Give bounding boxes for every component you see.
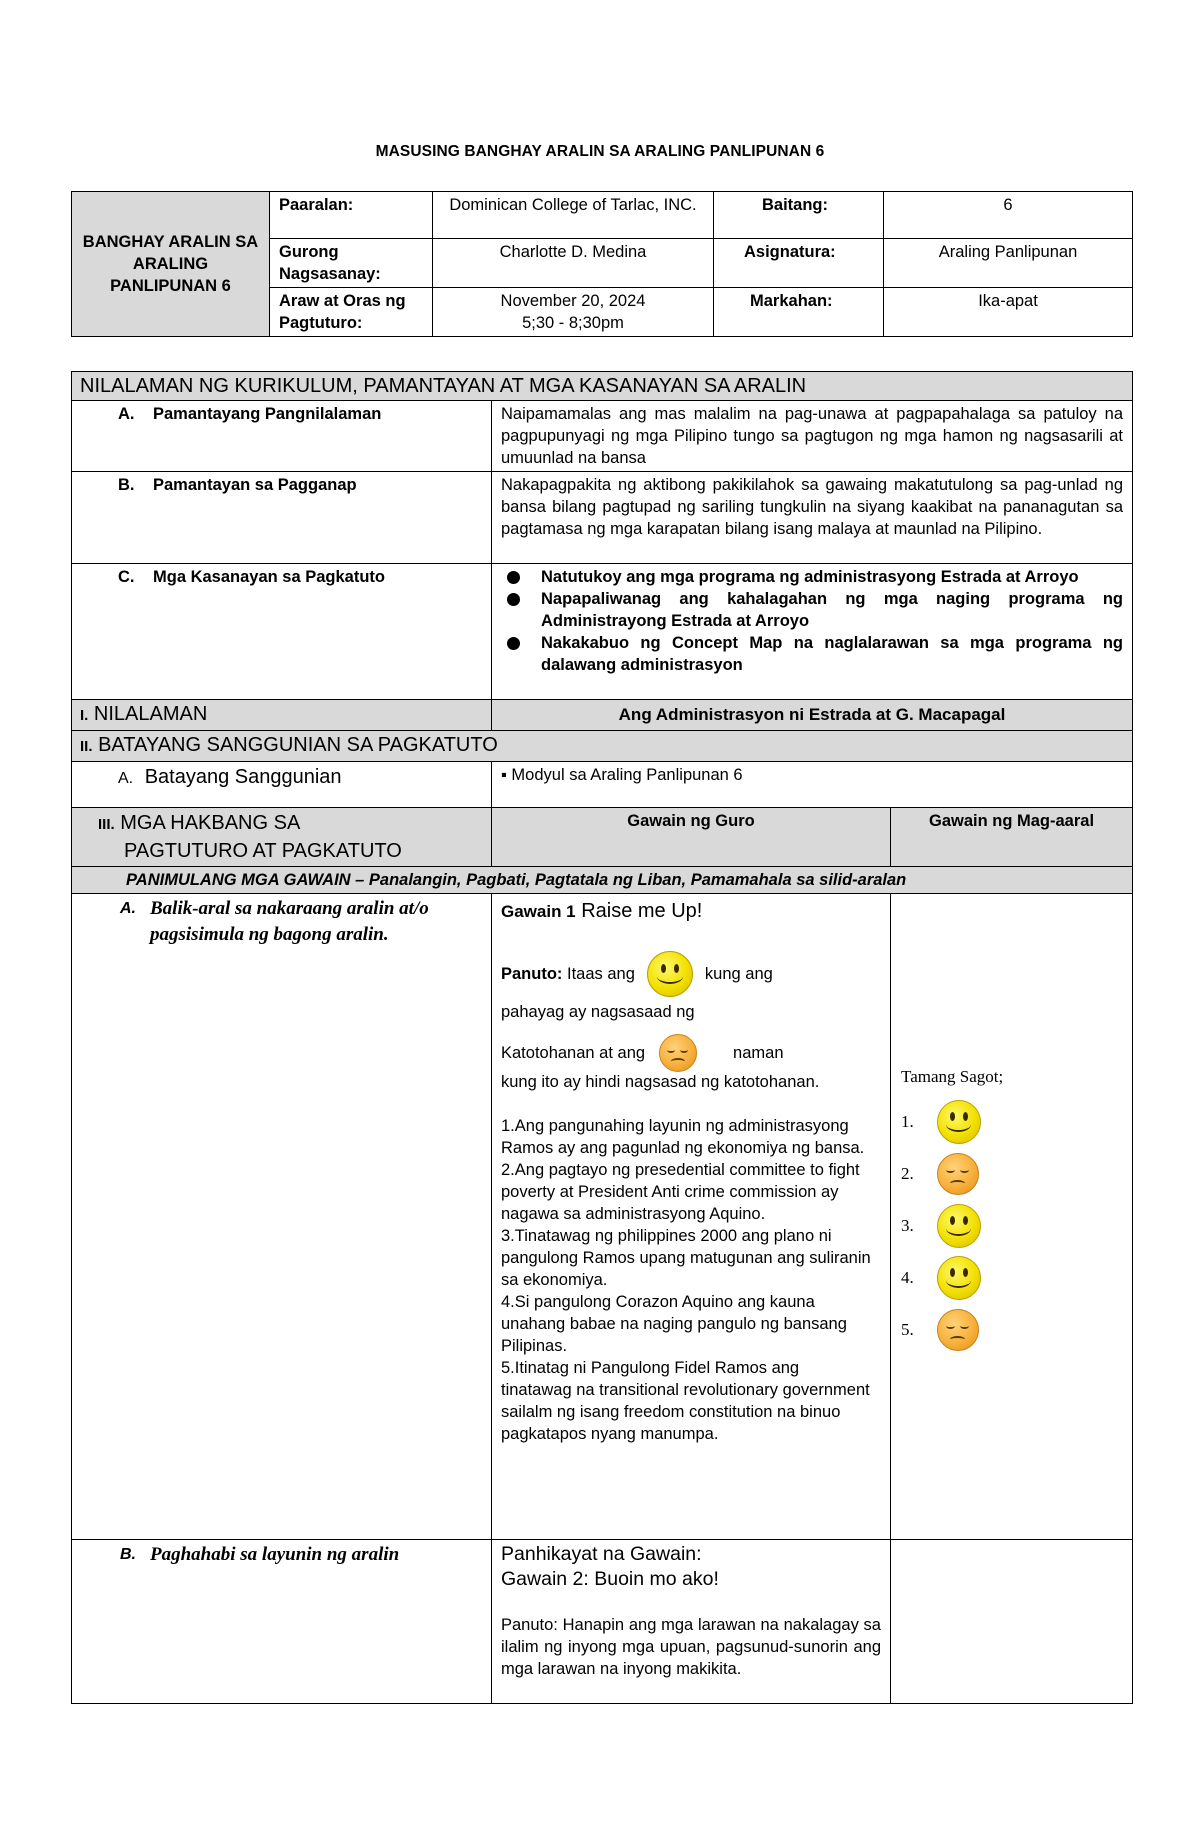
panimulang-gawain: PANIMULANG MGA GAWAIN – Panalangin, Pagbati, Pagtatala ng Liban, Pamamahala sa silid-aralan [72, 867, 1133, 894]
araw-label: Araw at Oras ng Pagtuturo: [270, 288, 433, 337]
section-b-label: Pamantayan sa Pagganap [153, 476, 357, 494]
kasanayan-bullet [501, 632, 1123, 676]
answer-item [901, 1304, 1123, 1356]
smiley-happy-icon [937, 1204, 981, 1248]
col-gawain-magaaral: Gawain ng Mag-aaral [891, 808, 1133, 867]
batayang-label: BATAYANG SANGGUNIAN SA PAGKATUTO [98, 734, 498, 756]
hakbang-line2: PAGTUTURO AT PAGKATUTO [124, 840, 402, 862]
panuto-text: pahayag ay nagsasaad ng [501, 1003, 695, 1021]
bullet-dot-icon [507, 637, 520, 650]
baitang-label: Baitang: [714, 192, 884, 239]
gawain-2-heading: Panhikayat na Gawain: [501, 1543, 702, 1565]
panuto-text: naman [733, 1044, 784, 1062]
markahan-label: Markahan: [714, 288, 884, 337]
kasanayan-bullet [501, 588, 1123, 632]
answer-number: 3. [901, 1216, 914, 1235]
panuto-line-1 [501, 951, 881, 997]
col-gawain-guro: Gawain ng Guro [492, 808, 891, 867]
smiley-sad-icon [659, 1034, 697, 1072]
panuto-label: Panuto: [501, 965, 563, 983]
kasanayan-list [492, 564, 1133, 700]
list-item: 4.Si pangulong Corazon Aquino ang kauna unahang babae na naging pangulo ng bansang Pilipinas. [501, 1293, 847, 1355]
bullet-text: Nakakabuo ng Concept Map na naglalarawan sa mga programa ng dalawang administrasyon [541, 634, 1124, 674]
nilalaman-row-label [72, 700, 492, 731]
bullet-dot-icon [507, 593, 520, 606]
answer-list [901, 1096, 1123, 1356]
tamang-sagot-cell [891, 894, 1133, 1540]
araw-date: November 20, 2024 [500, 292, 646, 310]
lesson-plan-label: BANGHAY ARALIN SA ARALING PANLIPUNAN 6 [72, 192, 270, 337]
bullet-dot-icon [507, 571, 520, 584]
gawain-1-items [501, 1115, 871, 1445]
answer-number: 2. [901, 1164, 914, 1183]
panuto-text: kung ang [704, 965, 773, 983]
answer-item [901, 1148, 1123, 1200]
answer-item [901, 1200, 1123, 1252]
hakbang-line1: MGA HAKBANG SA [120, 812, 301, 834]
list-item: 3.Tinatawag ng philippines 2000 ang plano ni pangulong Ramos upang matugunan ang suliranin sa ekonomiya. [501, 1227, 871, 1289]
pamantayang-pangnilalaman-text: Naipamamalas ang mas malalim na pag-unawa at pagpapahalaga sa patuloy na pagpupunyagi ng mga Pilipino tungo sa pagtugon ng mga hamon ng nagsasarili at umuunlad na bansa [492, 401, 1133, 472]
lesson-table [71, 371, 1133, 1704]
asignatura-label: Asignatura: [714, 239, 884, 288]
panuto-line-2 [501, 1035, 881, 1071]
paaralan-label: Paaralan: [270, 192, 433, 239]
pamantayan-pagganap-label [72, 472, 492, 564]
section-a-letter: A. [118, 405, 135, 423]
paghahabi-text: Paghahabi sa layunin ng aralin [150, 1544, 400, 1565]
sub-letter: A. [118, 770, 134, 787]
gawain-1-prefix: Gawain 1 [501, 902, 576, 921]
gurong-value: Charlotte D. Medina [433, 239, 714, 288]
list-item: 2.Ang pagtayo ng presedential committee to fight poverty at President Anti crime commission ay nagawa sa administrasyong Aquino. [501, 1161, 860, 1223]
batayang-sanggunian-value: ▪ Modyul sa Araling Panlipunan 6 [492, 762, 1133, 808]
bullet-text: Napapaliwanag ang kahalagahan ng mga naging programa ng Administrayong Estrada at Arroyo [541, 590, 1124, 630]
nilalaman-value: Ang Administrasyon ni Estrada at G. Macapagal [492, 700, 1133, 731]
panuto-text: Katotohanan at ang [501, 1044, 646, 1062]
smiley-sad-icon [937, 1309, 979, 1351]
gawain-2-title: Gawain 2: Buoin mo ako! [501, 1568, 719, 1590]
balik-aral-letter: A. [120, 900, 136, 917]
balik-aral-label [72, 894, 492, 1540]
baitang-value: 6 [884, 192, 1133, 239]
panuto-text: kung ito ay hindi nagsasad ng katotohanan. [501, 1073, 820, 1091]
nilalaman-header: NILALAMAN NG KURIKULUM, PAMANTAYAN AT MGA KASANAYAN SA ARALIN [72, 372, 1133, 401]
answer-item [901, 1096, 1123, 1148]
gawain-1-cell [492, 894, 891, 1540]
pamantayang-pangnilalaman-label [72, 401, 492, 472]
section-b-letter: B. [118, 476, 135, 494]
roman-numeral: I. [80, 707, 89, 724]
gawain-1-name: Raise me Up! [581, 900, 703, 922]
smiley-happy-icon [647, 951, 693, 997]
hakbang-label [72, 808, 492, 867]
list-item: 1.Ang pangunahing layunin ng administrasyong Ramos ay ang pagunlad ng ekonomiya ng bansa. [501, 1117, 865, 1157]
info-table [71, 191, 1133, 337]
gawain-1-title [501, 898, 881, 925]
gurong-label: Gurong Nagsasanay: [270, 239, 433, 288]
batayang-sanggunian-label [72, 762, 492, 808]
gawain-2-student-cell [891, 1540, 1133, 1704]
araw-time: 5;30 - 8;30pm [522, 314, 624, 332]
section-c-letter: C. [118, 568, 135, 586]
answer-number: 5. [901, 1320, 914, 1339]
panuto-text: Itaas ang [567, 965, 635, 983]
nilalaman-label: NILALAMAN [93, 703, 208, 725]
asignatura-value: Araling Panlipunan [884, 239, 1133, 288]
paaralan-value: Dominican College of Tarlac, INC. [433, 192, 714, 239]
section-c-label: Mga Kasanayan sa Pagkatuto [153, 568, 385, 586]
gawain-2-cell [492, 1540, 891, 1704]
section-a-label: Pamantayang Pangnilalaman [153, 405, 382, 423]
smiley-happy-icon [937, 1100, 981, 1144]
smiley-sad-icon [937, 1153, 979, 1195]
pamantayan-pagganap-text: Nakapagpakita ng aktibong pakikilahok sa gawaing makatutulong sa pag-unlad ng bansa bilang pagtupad ng sariling tungkulin na siyang kaakibat na pananagutan sa pagtamasa ng mga karapatan bilang isang malaya at maunlad na Pilipino. [492, 472, 1133, 564]
smiley-happy-icon [937, 1256, 981, 1300]
batayang-header [72, 731, 1133, 762]
sub-label: Batayang Sanggunian [144, 766, 342, 788]
paghahabi-letter: B. [120, 1546, 136, 1563]
gawain-2-panuto: Panuto: Hanapin ang mga larawan na nakalagay sa ilalim ng inyong mga upuan, pagsunud-sunorin ang mga larawan na inyong makikita. [501, 1616, 881, 1678]
tamang-sagot-label: Tamang Sagot; [901, 1067, 1004, 1086]
document-title: MASUSING BANGHAY ARALIN SA ARALING PANLIPUNAN 6 [375, 143, 825, 160]
paghahabi-label [72, 1540, 492, 1704]
roman-numeral: III. [98, 816, 115, 833]
list-item: 5.Itinatag ni Pangulong Fidel Ramos ang tinatawag na transitional revolutionary government sailalm ng isang freedom constitution na binuo pagkatapos nyang manumpa. [501, 1359, 870, 1443]
kasanayan-bullet [501, 566, 1123, 588]
bullet-text: Natutukoy ang mga programa ng administrasyong Estrada at Arroyo [541, 568, 1079, 586]
answer-item [901, 1252, 1123, 1304]
answer-number: 1. [901, 1112, 914, 1131]
markahan-value: Ika-apat [884, 288, 1133, 337]
answer-number: 4. [901, 1268, 914, 1287]
roman-numeral: II. [80, 738, 93, 755]
kasanayan-label [72, 564, 492, 700]
balik-aral-text: Balik-aral sa nakaraang aralin at/o pagsisimula ng bagong aralin. [150, 898, 429, 945]
araw-value [433, 288, 714, 337]
